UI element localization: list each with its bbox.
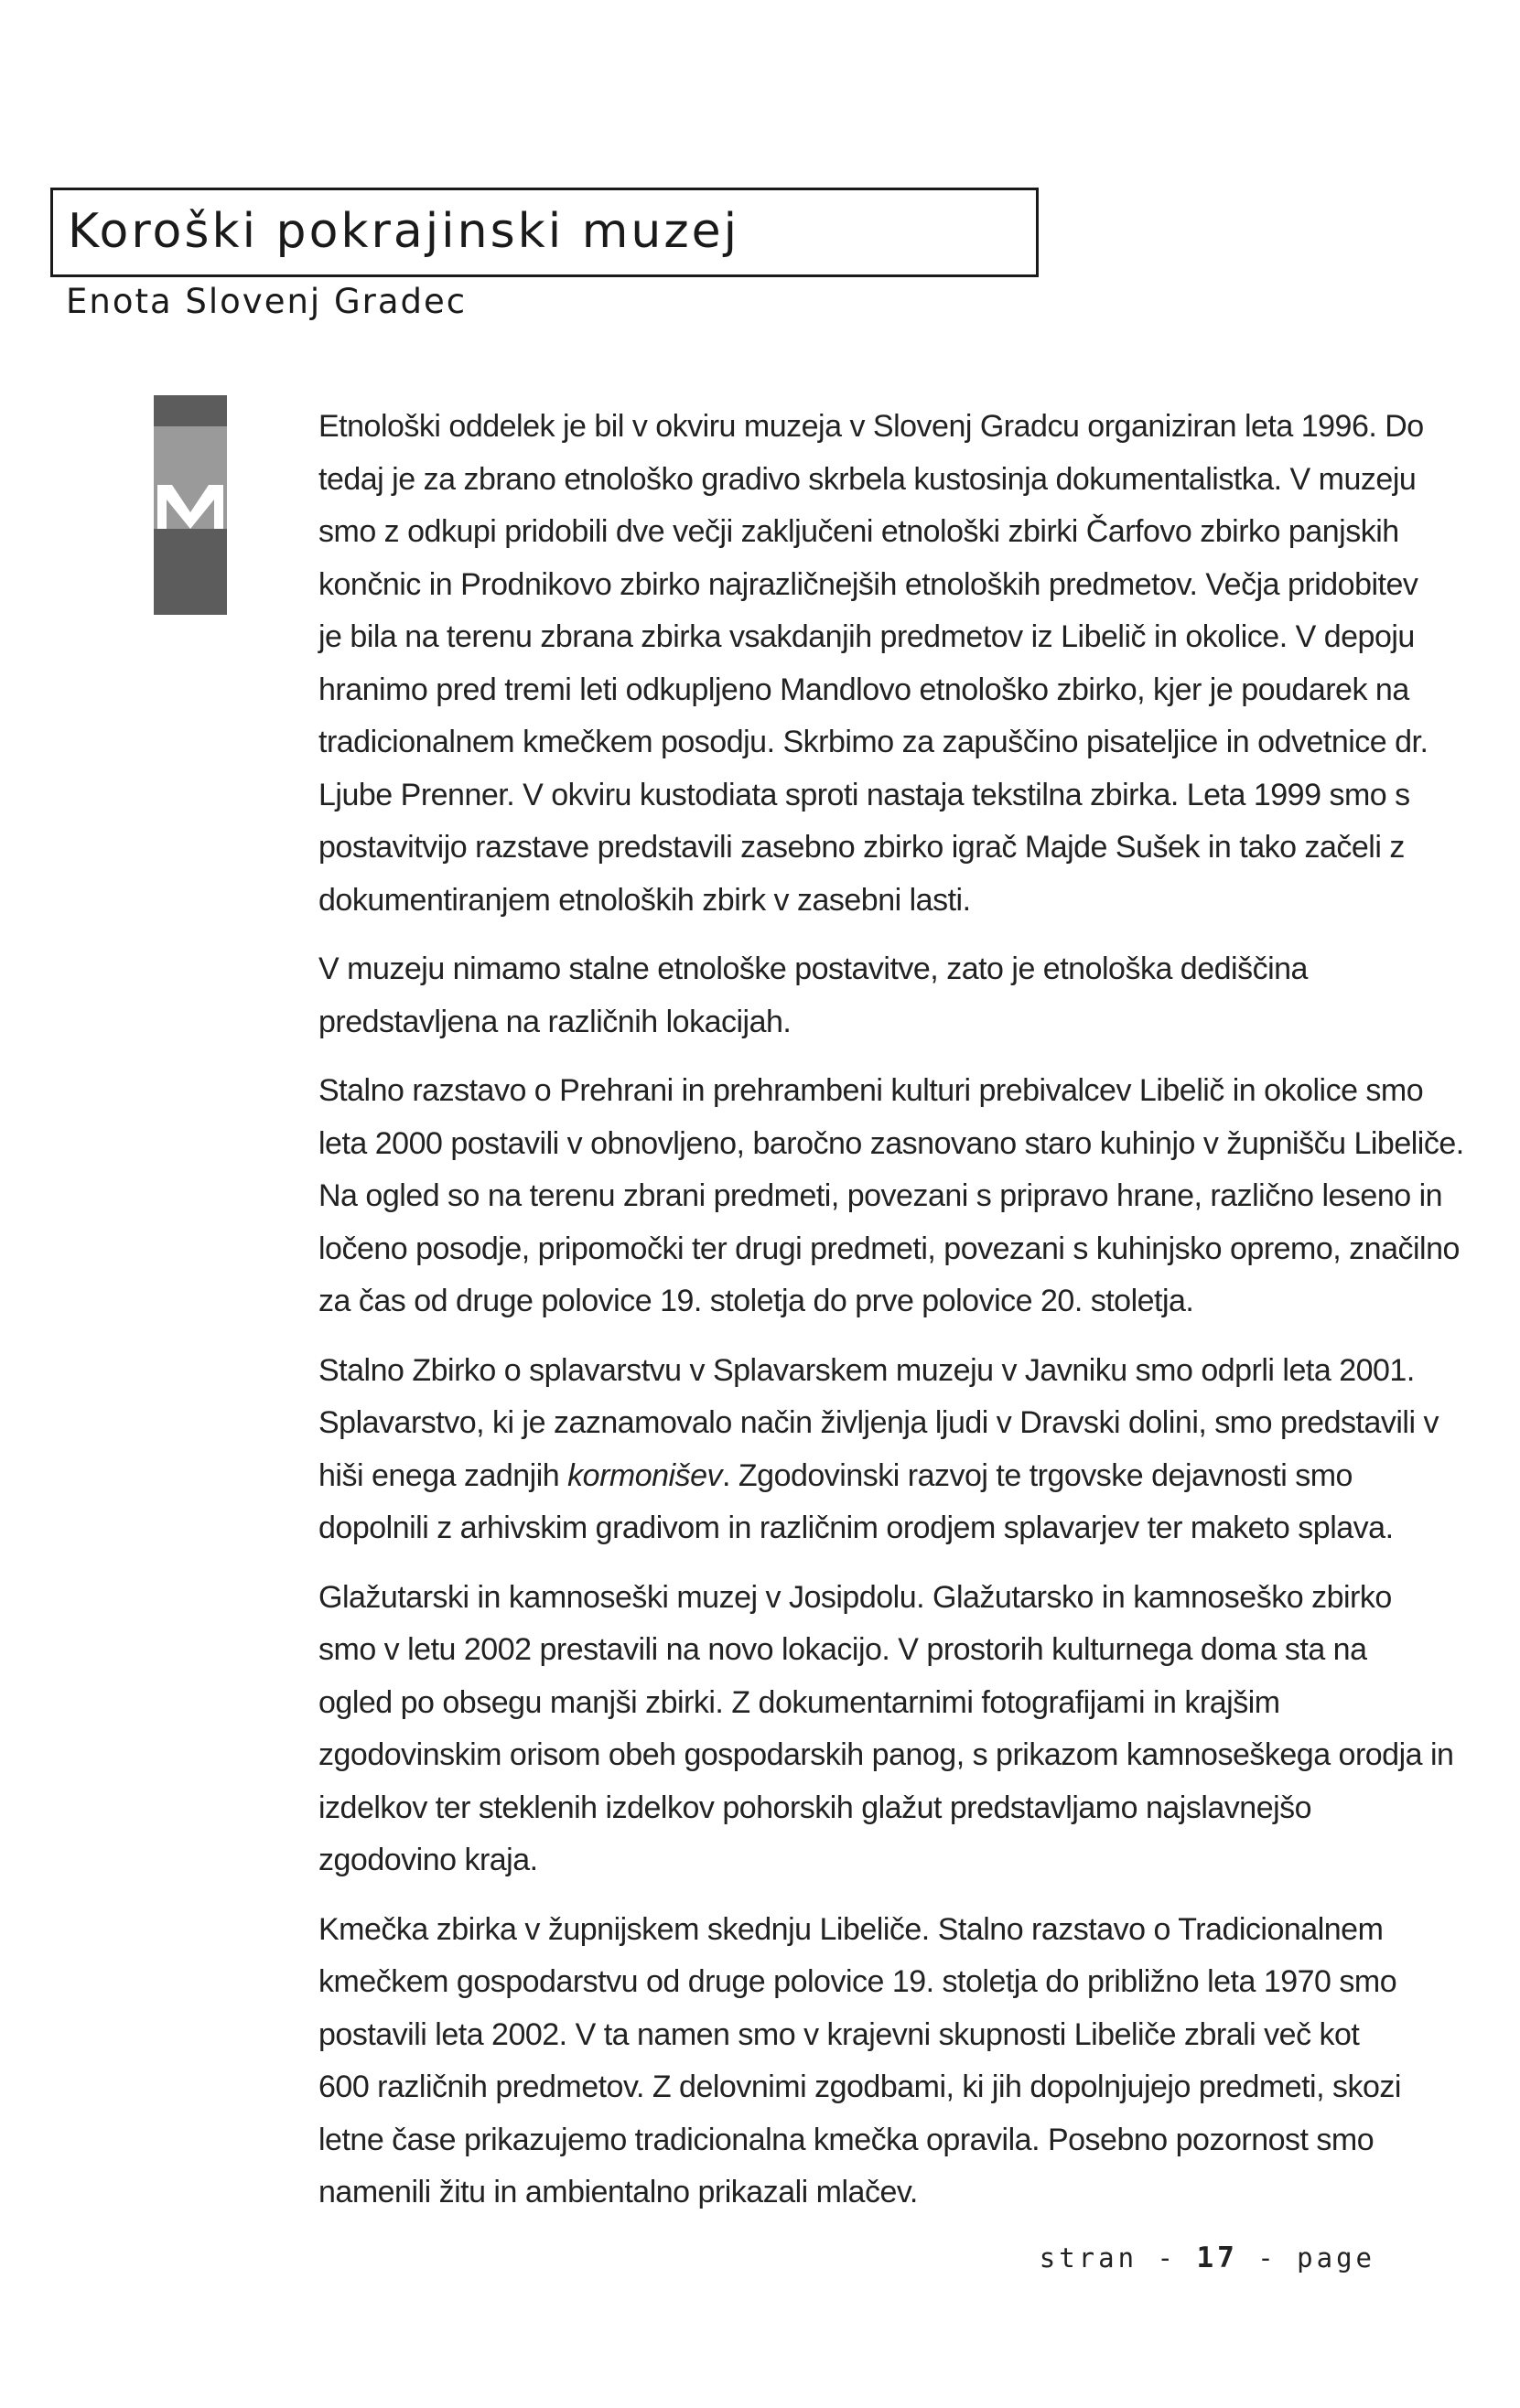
- page-subtitle: Enota Slovenj Gradec: [66, 282, 468, 321]
- paragraph-food-exhibition: Stalno razstavo o Prehrani in prehrambeni kulturi prebivalcev Libelič in okolice smo leta 2000 postavili v obnovljeno, baročno zasnovano staro kuhinjo v župnišču Libeliče. Na ogled so na terenu zbrani predmeti, povezani s pripravo hrane, različno leseno in ločeno posodje, pripomočki ter drugi predmeti, povezani s kuhinjsko opremo, značilno za čas od druge polovice 19. stoletja do prve polovice 20. stoletja.: [318, 1073, 1464, 1318]
- logo-dark-block-bottom: [154, 529, 227, 615]
- page-number: stran - 17 - page: [1039, 2241, 1375, 2274]
- paragraph-intro: Etnološki oddelek je bil v okviru muzeja v Slovenj Gradcu organiziran leta 1996. Do tedaj je za zbrano etnološko gradivo skrbela kustosinja dokumentalistka. V muzeju smo z odkupi pridobili dve večji zaključeni etnološki zbirki Čarfovo zbirko panjskih končnic in Prodnikovo zbirko najrazličnejših etnoloških predmetov. Večja pridobitev je bila na terenu zbrana zbirka vsakdanjih predmetov iz Libelič in okolice. V depoju hranimo pred tremi leti odkupljeno Mandlovo etnološko zbirko, kjer je poudarek na tradicionalnem kmečkem posodju. Skrbimo za zapuščino pisateljice in odvetnice dr. Ljube Prenner. V okviru kustodiata sproti nastaja tekstilna zbirka. Leta 1999 smo s postavitvijo razstave predstavili zasebno zbirko igrač Majde Sušek in tako začeli z dokumentiranjem etnoloških zbirk v zasebni lasti.: [318, 409, 1428, 918]
- logo-dark-block-top: [154, 395, 227, 426]
- museum-m-logo-icon: [154, 395, 227, 615]
- rafting-line-3: hiši enega zadnjih kormonišev. Zgodovinski razvoj te trgovske dejavnosti smo: [318, 1457, 1353, 1493]
- paragraph-farm-collection: Kmečka zbirka v župnijskem skednju Libeliče. Stalno razstavo o Tradicionalnem kmečkem gospodarstvu od druge polovice 19. stoletja do približno leta 1970 smo postavili leta 2002. V ta namen smo v krajevni skupnosti Libeliče zbrali več kot 600 različnih predmetov. Z delovnimi zgodbami, ki jih dopolnjujejo predmeti, skozi letne čase prikazujemo tradicionalna kmečka opravila. Posebno pozornost smo namenili žitu in ambientalno prikazali mlačev.: [318, 1911, 1401, 2209]
- paragraph-glass-stone-museum: Glažutarski in kamnoseški muzej v Josipdolu. Glažutarsko in kamnoseško zbirko smo v letu 2002 prestavili na novo lokacijo. V prostorih kulturnega doma sta na ogled po obsegu manjši zbirki. Z dokumentarnimi fotografijami in krajšim zgodovinskim orisom obeh gospodarskih panog, s prikazom kamnoseškega orodja in izdelkov ter steklenih izdelkov pohorskih glažut predstavljamo najslavnejšo zgodovino kraja.: [318, 1579, 1454, 1877]
- title-box: [50, 188, 1039, 277]
- paragraph-rafting-museum: Stalno Zbirko o splavarstvu v Splavarskem muzeju v Javniku smo odprli leta 2001. Splavarstvo, ki je zaznamovalo način življenja ljudi v Dravski dolini, smo predstavili v hiši enega zadnjih kormonišev. Zgodovinski razvoj te trgovske dejavnosti smo dopolnili z arhivskim gradivom in različnim orodjem splavarjev ter maketo splava.: [318, 1352, 1439, 1545]
- article-body: [318, 401, 1464, 2236]
- page-title: Koroški pokrajinski muzej: [68, 204, 740, 259]
- paragraph-locations: V muzeju nimamo stalne etnološke postavitve, zato je etnološka dediščina predstavljena na različnih lokacijah.: [318, 951, 1308, 1039]
